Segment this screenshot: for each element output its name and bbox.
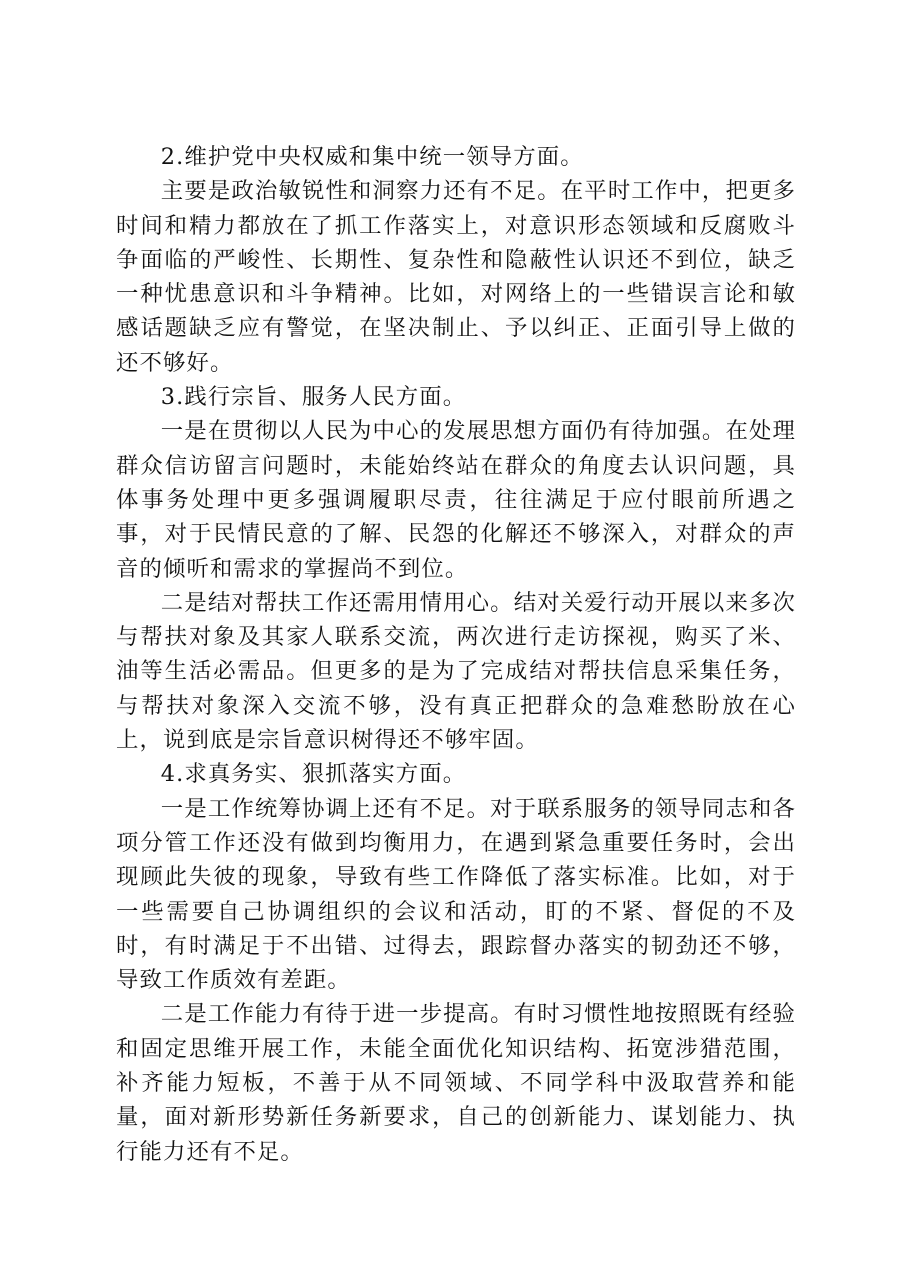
section-heading-2: 2.维护党中央权威和集中统一领导方面。 [160, 144, 584, 170]
section-heading-3: 3.践行宗旨、服务人民方面。 [160, 384, 467, 411]
section-heading-4: 4.求真务实、狠抓落实方面。 [160, 761, 467, 788]
document-body [116, 140, 796, 1169]
paragraph-paired-assistance: 二是结对帮扶工作还需用情用心。结对关爱行动开展以来多次与帮扶对象及其家人联系交流，两次进行走访探视，购买了米、油等生活必需品。但更多的是为了完成结对帮扶信息采集任务，与帮扶对象深入交流不够，没有真正把群众的急难愁盼放在心上，说到底是宗旨意识树得还不够牢固。 [116, 589, 796, 754]
paragraph-work-ability: 二是工作能力有待于进一步提高。有时习惯性地按照既有经验和固定思维开展工作，未能全面优化知识结构、拓宽涉猎范围，补齐能力短板，不善于从不同领域、不同学科中汲取营养和能量，面对新形势新任务新要求，自己的创新能力、谋划能力、执行能力还有不足。 [116, 1001, 796, 1165]
paragraph-people-centered: 一是在贯彻以人民为中心的发展思想方面仍有待加强。在处理群众信访留言问题时，未能始终站在群众的角度去认识问题，具体事务处理中更多强调履职尽责，往往满足于应付眼前所遇之事，对于民情民意的了解、民怨的化解还不够深入，对群众的声音的倾听和需求的掌握尚不到位。 [116, 418, 796, 582]
paragraph-coordination: 一是工作统筹协调上还有不足。对于联系服务的领导同志和各项分管工作还没有做到均衡用力，在遇到紧急重要任务时，会出现顾此失彼的现象，导致有些工作降低了落实标准。比如，对于一些需要自己协调组织的会议和活动，盯的不紧、督促的不及时，有时满足于不出错、过得去，跟踪督办落实的韧劲还不够，导致工作质效有差距。 [116, 795, 796, 994]
paragraph-political-sensitivity: 主要是政治敏锐性和洞察力还有不足。在平时工作中，把更多时间和精力都放在了抓工作落实上，对意识形态领域和反腐败斗争面临的严峻性、长期性、复杂性和隐蔽性认识还不到位，缺乏一种忧患意识和斗争精神。比如，对网络上的一些错误言论和敏感话题缺乏应有警觉，在坚决制止、予以纠正、正面引导上做的还不够好。 [116, 178, 796, 376]
